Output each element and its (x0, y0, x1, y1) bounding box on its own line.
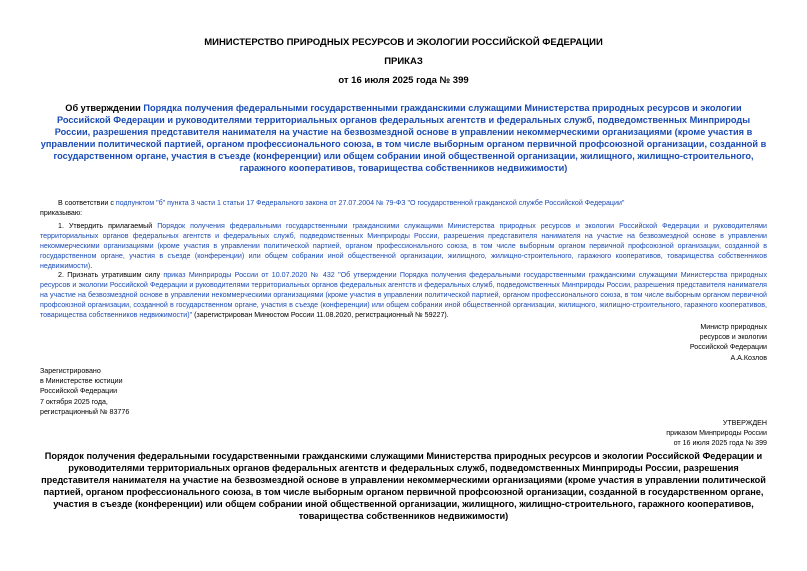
title-link[interactable]: Порядка получения федеральными государственными гражданскими служащими Министерства природных ресурсов и экологии Российской Федерации и руководителями территориальных органов федеральных агентств и федеральных служб, подведомственных Минприроды России, разрешения представителя нанимателя на участие на безвозмездной основе в управлении некоммерческими организациями (кроме участия в управлении политической партией, органом профессионального союза, в том числе выборным органом первичной профсоюзной организации, созданной в государственном органе, участия в съезде (конференции) или общем собрании иной общественной организации, жилищного, жилищно-строительного, гаражного кооперативов, товарищества собственников недвижимости) (40, 103, 767, 173)
signature-block (567, 322, 767, 363)
item-1 (40, 221, 767, 271)
order-word: приказываю: (40, 209, 83, 218)
item-1-link[interactable]: Порядок получения федеральными государственными гражданскими служащими Министерства природных ресурсов и экологии Российской Федерации и руководителями территориальных органов федеральных агентств и федеральных служб, подведомственных Минприроды России, разрешения представителя нанимателя на участие на безвозмездной основе в управлении некоммерческими организациями (кроме участия в управлении политической партией, органом профессионального союза, в том числе выборным органом первичной профсоюзной организации, созданной в государственном органе, участия в съезде (конференции) или общем собрании иной общественной организации, жилищного, жилищно-строительного, гаражного кооперативов, товарищества собственников недвижимости) (40, 222, 767, 271)
approved-line-2: приказом Минприроды России (666, 429, 767, 438)
signature-line-3: Российской Федерации (689, 343, 767, 352)
preamble (40, 198, 767, 218)
ministry-heading: МИНИСТЕРСТВО ПРИРОДНЫХ РЕСУРСОВ И ЭКОЛОГИИ РОССИЙСКОЙ ФЕДЕРАЦИИ (204, 37, 603, 48)
item-2 (40, 270, 767, 320)
item-2-link[interactable]: приказ Минприроды России от 10.07.2020 № 432 "Об утверждении Порядка получения федеральными государственными гражданскими служащими Министерства природных ресурсов и экологии Российской Федерации и руководителями территориальных органов федеральных агентств и федеральных служб, подведомственных Минприроды России, разрешения представителя нанимателя на участие на безвозмездной основе в управлении некоммерческими организациями (кроме участия в управлении политической партией, органом профессионального союза, в том числе выборным органом первичной профсоюзной организации, созданной в государственном органе, участия в съезде (конференции) или общем собрании иной общественной организации, жилищного, жилищно-строительного, гаражного кооперативов, товарищества собственников недвижимости)" (40, 271, 767, 320)
preamble-law-link[interactable]: подпунктом "б" пункта 3 части 1 статьи 17 Федерального закона от 27.07.2004 № 79-ФЗ "О государственной гражданской службе Российской Федерации" (115, 199, 625, 207)
registration-line-3: Российской Федерации (40, 387, 118, 396)
preamble-prefix: В соответствии с (58, 199, 116, 207)
approved-line-1: УТВЕРЖДЕН (722, 419, 767, 427)
signature-line-2: ресурсов и экологии (699, 333, 767, 342)
approved-block (547, 418, 767, 449)
item-2-prefix: 2. Признать утратившим силу (58, 271, 164, 279)
signature-line-1: Министр природных (700, 323, 767, 331)
registration-line-1: Зарегистрировано (40, 367, 101, 375)
order-date-number: от 16 июля 2025 года № 399 (338, 75, 469, 86)
order-title (40, 102, 767, 174)
registration-line-2: в Министерстве юстиции (40, 377, 123, 386)
approved-line-3: от 16 июля 2025 года № 399 (673, 439, 767, 448)
item-1-suffix: . (90, 262, 93, 271)
registration-line-4: 7 октября 2025 года, (40, 397, 108, 406)
signature-name: А.А.Козлов (730, 353, 767, 362)
title-prefix: Об утверждении (65, 103, 144, 113)
annex-title: Порядок получения федеральными государственными гражданскими служащими Министерства природных ресурсов и экологии Российской Федерации и руководителями территориальных органов федеральных агентств и федеральных служб, подведомственных Минприроды России, разрешения представителя нанимателя на участие на безвозмездной основе в управлении некоммерческими организациями (кроме участия в управлении политической партией, органом профессионального союза, в том числе выборным органом первичной профсоюзной организации, созданной в государственном органе, участия в съезде (конференции) или общем собрании иной общественной организации, жилищного, жилищно-строительного, гаражного кооперативов, товарищества собственников недвижимости) (41, 451, 766, 521)
registration-line-5: регистрационный № 83776 (40, 407, 130, 416)
item-1-prefix: 1. Утвердить прилагаемый (58, 222, 158, 230)
doc-type-heading: ПРИКАЗ (384, 56, 423, 67)
item-2-suffix: (зарегистрирован Минюстом России 11.08.2020, регистрационный № 59227). (192, 311, 449, 320)
registration-block (40, 366, 290, 417)
